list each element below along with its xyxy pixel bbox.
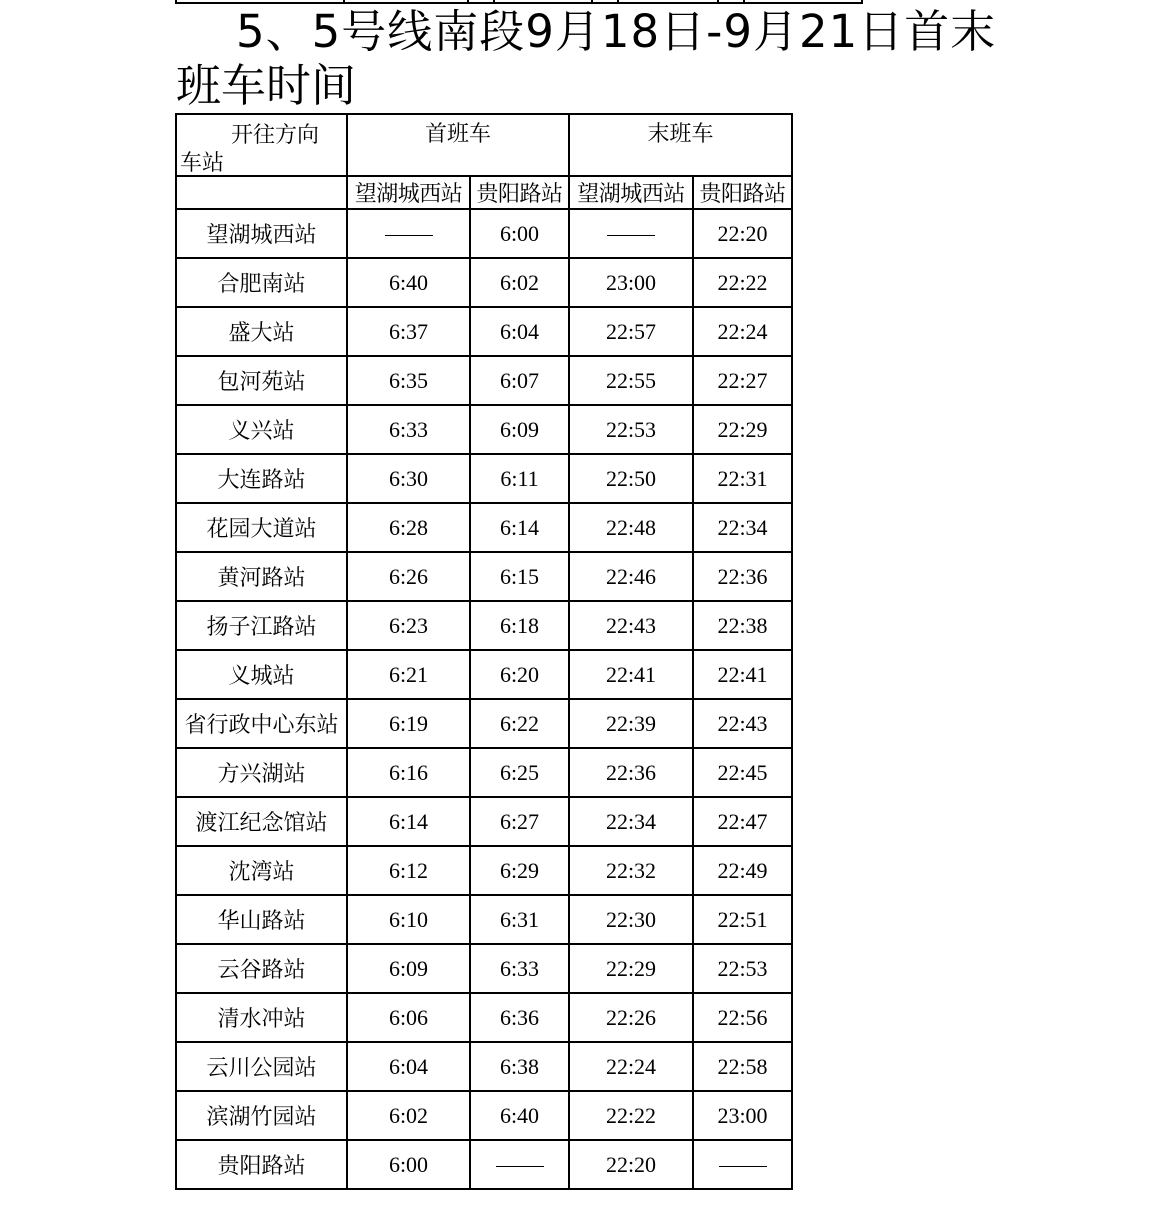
station-name: 贵阳路站	[176, 1140, 347, 1189]
time-cell: 6:19	[347, 699, 470, 748]
time-cell: 22:22	[693, 258, 792, 307]
time-cell: 6:04	[347, 1042, 470, 1091]
time-cell: 22:50	[569, 454, 693, 503]
time-cell: 22:24	[569, 1042, 693, 1091]
last-train-header: 末班车	[569, 114, 792, 176]
time-cell: 6:16	[347, 748, 470, 797]
page-title-line2: 班车时间	[176, 59, 357, 112]
table-row	[176, 650, 792, 699]
table-row	[176, 356, 792, 405]
time-cell: 6:35	[347, 356, 470, 405]
time-cell: 6:02	[347, 1091, 470, 1140]
table-row	[176, 1042, 792, 1091]
time-cell: 22:51	[693, 895, 792, 944]
time-cell: 22:38	[693, 601, 792, 650]
table-row	[176, 307, 792, 356]
table-row	[176, 405, 792, 454]
station-name: 华山路站	[176, 895, 347, 944]
table-row	[176, 1091, 792, 1140]
time-cell: 22:29	[693, 405, 792, 454]
time-cell: 22:20	[693, 209, 792, 258]
table-row	[176, 601, 792, 650]
direction-row	[176, 176, 792, 209]
station-name: 花园大道站	[176, 503, 347, 552]
station-name: 滨湖竹园站	[176, 1091, 347, 1140]
time-cell: 22:55	[569, 356, 693, 405]
time-cell: 22:32	[569, 846, 693, 895]
time-cell: 6:11	[470, 454, 569, 503]
direction-header: 开往方向	[231, 123, 320, 148]
station-name: 渡江纪念馆站	[176, 797, 347, 846]
time-cell: 22:56	[693, 993, 792, 1042]
station-header: 车站	[180, 151, 225, 176]
station-name: 合肥南站	[176, 258, 347, 307]
no-service-dash	[569, 209, 693, 258]
station-name: 扬子江路站	[176, 601, 347, 650]
time-cell: 22:43	[693, 699, 792, 748]
station-name: 黄河路站	[176, 552, 347, 601]
time-cell: 6:40	[347, 258, 470, 307]
station-name: 方兴湖站	[176, 748, 347, 797]
station-name: 大连路站	[176, 454, 347, 503]
time-cell: 6:09	[347, 944, 470, 993]
time-cell: 6:28	[347, 503, 470, 552]
table-row	[176, 258, 792, 307]
previous-table-edge	[175, 0, 863, 4]
station-name: 云谷路站	[176, 944, 347, 993]
time-cell: 22:27	[693, 356, 792, 405]
time-cell: 22:47	[693, 797, 792, 846]
timetable	[175, 113, 793, 1190]
no-service-dash	[693, 1140, 792, 1189]
time-cell: 22:31	[693, 454, 792, 503]
table-row	[176, 454, 792, 503]
time-cell: 22:58	[693, 1042, 792, 1091]
time-cell: 22:34	[693, 503, 792, 552]
time-cell: 6:22	[470, 699, 569, 748]
time-cell: 6:30	[347, 454, 470, 503]
time-cell: 22:20	[569, 1140, 693, 1189]
time-cell: 22:26	[569, 993, 693, 1042]
first-train-header: 首班车	[347, 114, 569, 176]
time-cell: 6:29	[470, 846, 569, 895]
time-cell: 22:53	[569, 405, 693, 454]
time-cell: 6:27	[470, 797, 569, 846]
time-cell: 22:41	[693, 650, 792, 699]
direction-label: 望湖城西站	[569, 176, 693, 209]
table-row	[176, 797, 792, 846]
time-cell: 22:36	[569, 748, 693, 797]
table-row	[176, 503, 792, 552]
time-cell: 22:24	[693, 307, 792, 356]
time-cell: 6:06	[347, 993, 470, 1042]
no-service-dash	[347, 209, 470, 258]
time-cell: 6:12	[347, 846, 470, 895]
station-name: 望湖城西站	[176, 209, 347, 258]
direction-label: 贵阳路站	[470, 176, 569, 209]
table-row	[176, 699, 792, 748]
time-cell: 6:36	[470, 993, 569, 1042]
dash-line	[496, 1166, 544, 1167]
time-cell: 22:36	[693, 552, 792, 601]
time-cell: 6:14	[470, 503, 569, 552]
time-cell: 22:41	[569, 650, 693, 699]
time-cell: 6:07	[470, 356, 569, 405]
direction-label: 贵阳路站	[693, 176, 792, 209]
time-cell: 6:09	[470, 405, 569, 454]
table-row	[176, 552, 792, 601]
time-cell: 22:29	[569, 944, 693, 993]
time-cell: 22:43	[569, 601, 693, 650]
station-name: 义城站	[176, 650, 347, 699]
station-name: 义兴站	[176, 405, 347, 454]
empty-cell	[176, 176, 347, 209]
time-cell: 22:53	[693, 944, 792, 993]
direction-label: 望湖城西站	[347, 176, 470, 209]
station-name: 沈湾站	[176, 846, 347, 895]
dash-line	[719, 1166, 767, 1167]
time-cell: 22:57	[569, 307, 693, 356]
time-cell: 6:37	[347, 307, 470, 356]
station-name: 清水冲站	[176, 993, 347, 1042]
time-cell: 6:33	[470, 944, 569, 993]
table-row	[176, 895, 792, 944]
time-cell: 6:04	[470, 307, 569, 356]
time-cell: 6:14	[347, 797, 470, 846]
time-cell: 22:49	[693, 846, 792, 895]
time-cell: 22:22	[569, 1091, 693, 1140]
time-cell: 22:34	[569, 797, 693, 846]
table-row	[176, 846, 792, 895]
time-cell: 22:46	[569, 552, 693, 601]
corner-cell	[176, 114, 347, 176]
dash-line	[385, 235, 433, 236]
time-cell: 6:20	[470, 650, 569, 699]
station-name: 云川公园站	[176, 1042, 347, 1091]
time-cell: 6:38	[470, 1042, 569, 1091]
table-row	[176, 209, 792, 258]
time-cell: 22:48	[569, 503, 693, 552]
station-name: 盛大站	[176, 307, 347, 356]
time-cell: 6:23	[347, 601, 470, 650]
time-cell: 6:33	[347, 405, 470, 454]
time-cell: 22:45	[693, 748, 792, 797]
time-cell: 6:21	[347, 650, 470, 699]
time-cell: 23:00	[569, 258, 693, 307]
time-cell: 6:10	[347, 895, 470, 944]
time-cell: 22:30	[569, 895, 693, 944]
time-cell: 22:39	[569, 699, 693, 748]
table-row	[176, 748, 792, 797]
time-cell: 6:02	[470, 258, 569, 307]
dash-line	[607, 235, 655, 236]
time-cell: 6:25	[470, 748, 569, 797]
time-cell: 6:00	[347, 1140, 470, 1189]
no-service-dash	[470, 1140, 569, 1189]
header-row	[176, 114, 792, 176]
page-title-line1: 5、5号线南段9月18日-9月21日首末	[236, 5, 997, 58]
table-row	[176, 1140, 792, 1189]
time-cell: 6:26	[347, 552, 470, 601]
time-cell: 6:18	[470, 601, 569, 650]
table-row	[176, 993, 792, 1042]
table-row	[176, 944, 792, 993]
time-cell: 6:00	[470, 209, 569, 258]
time-cell: 6:40	[470, 1091, 569, 1140]
time-cell: 23:00	[693, 1091, 792, 1140]
time-cell: 6:31	[470, 895, 569, 944]
station-name: 包河苑站	[176, 356, 347, 405]
station-name: 省行政中心东站	[176, 699, 347, 748]
time-cell: 6:15	[470, 552, 569, 601]
